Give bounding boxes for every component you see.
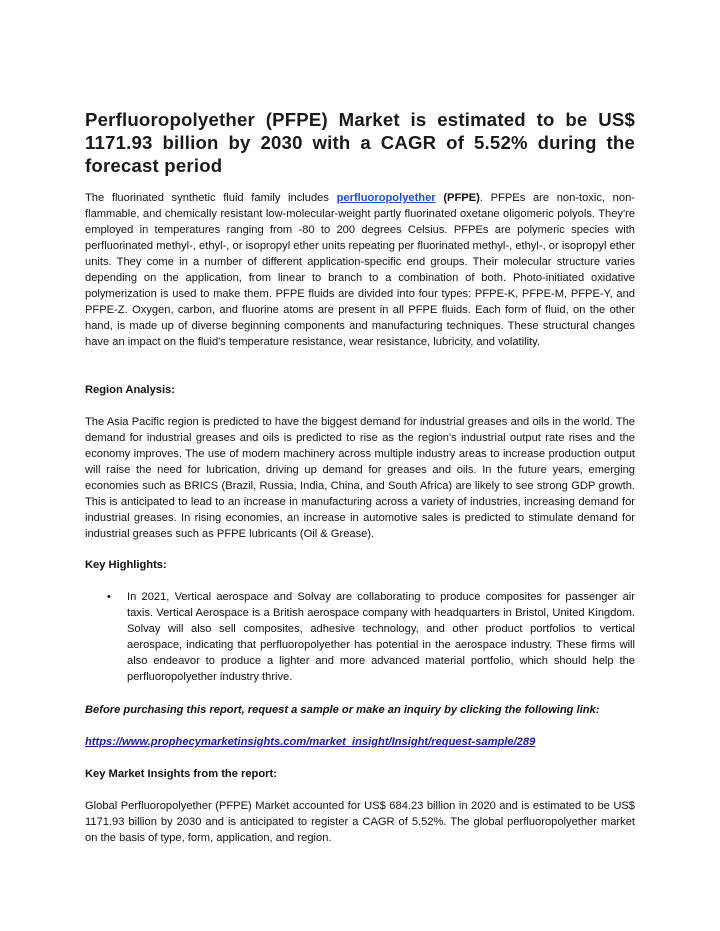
insights-paragraph: Global Perfluoropolyether (PFPE) Market accounted for US$ 684.23 billion in 2020 and is estimated to be US$ 1171.93 billion by 2030 and is anticipated to register a CAGR of 5.52%. The global perfluoropolyether market on the basis of type, form, application, and region. [85,800,635,844]
region-paragraph: The Asia Pacific region is predicted to have the biggest demand for industrial greases and oils in the world. The demand for industrial greases and oils is predicted to rise as the region's industrial output rate rises and the economy improves. The use of modern machinery across multiple industry areas to increase production output will raise the need for lubrication, driving up demand for greases and oils. In the future years, emerging economies such as BRICS (Brazil, Russia, India, China, and South Africa) are likely to see strong GDP growth. This is anticipated to lead to an increase in manufacturing across a variety of industries, increasing demand for industrial greases. In rising economies, an increase in automotive sales is predicted to stimulate demand for industrial greases such as PFPE lubricants (Oil & Grease). [85,416,635,540]
key-highlights-heading: Key Highlights: [85,559,167,571]
region-analysis-heading: Region Analysis: [85,384,175,396]
page-title: Perfluoropolyether (PFPE) Market is estimated to be US$ 1171.93 billion by 2030 with a CAGR of 5.52% during the forecast period [85,109,635,176]
cta-text: Before purchasing this report, request a sample or make an inquiry by clicking the following link: [85,704,600,716]
intro-lead-text: The fluorinated synthetic fluid family includes [85,192,337,204]
cta-block [85,702,635,718]
highlight-list-item [85,589,635,685]
insights-section [85,798,635,846]
region-section [85,414,635,542]
region-heading-block [85,382,635,398]
intro-section [85,190,635,350]
intro-pfpe-abbrev: (PFPE) [435,192,480,204]
perfluoropolyether-link[interactable]: perfluoropolyether [336,192,436,204]
intro-body-text: . PFPEs are non-toxic, non-flammable, and chemically resistant low-molecular-weight partly fluorinated oxetane oligomeric polyols. They're employed in temperatures ranging from -80 to 200 degrees Celsius. PFPEs are polymeric species with perfluorinated methyl-, ethyl-, or isopropyl ether units repeating per fluorinated methyl-, ethyl-, or isopropyl ether units. They come in a number of different application-specific end groups. Their molecular structure varies depending on the application, from linear to branch to a combination of both. Photo-initiated oxidative polymerization is used to make them. PFPE fluids are divided into four types: PFPE-K, PFPE-M, PFPE-Y, and PFPE-Z. Oxygen, carbon, and fluorine atoms are present in all PFPE fluids. Each form of fluid, on the other hand, is made up of diverse beginning components and manufacturing techniques. These structural changes have an impact on the fluid's temperature resistance, wear resistance, lubricity, and volatility. [85,192,635,348]
bullet-icon: • [107,591,111,603]
insights-heading-block [85,766,635,782]
highlight-text: In 2021, Vertical aerospace and Solvay are collaborating to produce composites for passenger air taxis. Vertical Aerospace is a British aerospace company with headquarters in Bristol, United Kingdom. Solvay will also sell composites, adhesive technology, and other product portfolios to vertical aerospace, indicating that perfluoropolyether has potential in the aerospace industry. These firms will also endeavor to produce a lighter and more advanced material portfolio, which should help the perfluoropolyether industry thrive. [127,591,635,683]
intro-paragraph [85,190,635,350]
url-block [85,734,635,750]
request-sample-link[interactable]: https://www.prophecymarketinsights.com/market_insight/Insight/request-sample/289 [85,736,536,748]
highlights-heading-block [85,557,635,573]
key-market-insights-heading: Key Market Insights from the report: [85,768,277,780]
